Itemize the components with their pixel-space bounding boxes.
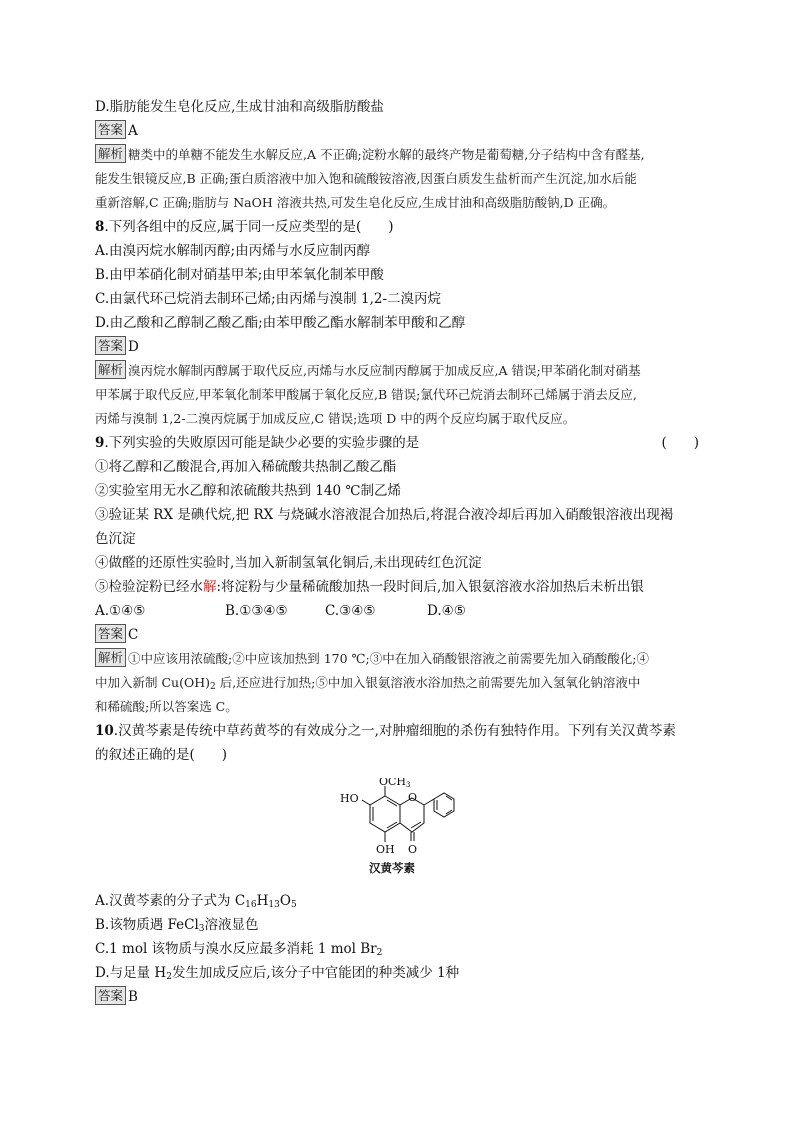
- answer-value: B: [128, 989, 138, 1005]
- explanation-tag: 解析: [95, 648, 126, 667]
- explanation-line: 糖类中的单糖不能发生水解反应,A 不正确;淀粉水解的最终产物是葡萄糖,分子结构中含有醛基,: [128, 147, 645, 162]
- question-text: .下列实验的失败原因可能是缺少必要的实验步骤的是: [104, 435, 420, 451]
- explanation-text: 中加入新制 Cu(OH): [95, 675, 210, 690]
- q8-option-a: A.由溴丙烷水解制丙醇;由丙烯与水反应制丙醇: [95, 243, 371, 259]
- q8-stem: [95, 215, 705, 239]
- q10-option-d: [95, 961, 705, 985]
- keto-oxygen-label: O: [408, 843, 418, 856]
- q8-option-d: D.由乙酸和乙醇制乙酸乙酯;由苯甲酸乙酯水解制苯甲酸和乙醇: [95, 315, 466, 331]
- subscript: 2: [166, 972, 172, 982]
- option-text: B.该物质遇 FeCl: [95, 917, 199, 933]
- q8-option-c: C.由氯代环己烷消去制环己烯;由丙烯与溴制 1,2-二溴丙烷: [95, 291, 442, 307]
- q10-option-b: [95, 913, 705, 937]
- option-c: C.③④⑤: [325, 603, 376, 619]
- q9-stem: [95, 431, 705, 455]
- answer-tag: 答案: [95, 986, 126, 1005]
- answer-bracket: ( ): [661, 435, 699, 451]
- option-text: D.与足量 H: [95, 965, 167, 981]
- option-text: O: [279, 893, 291, 909]
- q9-answer: [95, 624, 705, 646]
- q9-item-3: ③验证某 RX 是碘代烷,把 RX 与烧碱水溶液混合加热后,将混合液冷却后再加入硝酸银溶液出现褐: [95, 507, 674, 523]
- subscript: 3: [198, 924, 205, 934]
- option-text: 溶液显色: [204, 917, 259, 933]
- explanation-line: 溴丙烷水解制丙醇属于取代反应,丙烯与水反应制丙醇属于加成反应,A 错误;甲苯硝化制对硝基: [128, 363, 641, 378]
- highlighted-char: 解: [203, 579, 217, 595]
- och3-label: OCH3: [379, 778, 411, 789]
- q10-option-c: [95, 937, 705, 961]
- option-text: C.1 mol 该物质与溴水反应最多消耗 1 mol Br: [95, 941, 377, 957]
- answer-tag: 答案: [95, 120, 126, 139]
- q9-options: [95, 599, 705, 623]
- ho-label: HO: [340, 792, 359, 805]
- q8-option-b: B.由甲苯硝化制对硝基甲苯;由甲苯氧化制苯甲酸: [95, 267, 384, 283]
- answer-value: C: [128, 627, 139, 643]
- page-content: [95, 95, 705, 767]
- subscript: 16: [245, 900, 257, 910]
- q9-item-2: ②实验室用无水乙醇和浓硫酸共热到 140 ℃制乙烯: [95, 483, 401, 499]
- option-text: 发生加成反应后,该分子中官能团的种类减少 1种: [171, 965, 460, 981]
- explanation-line: 能发生银镜反应,B 正确;蛋白质溶液中加入饱和硫酸铵溶液,因蛋白质发生盐析而产生沉淀,加水后能: [95, 171, 637, 186]
- explanation-line: ①中应该用浓硫酸;②中应该加热到 170 ℃;③中在加入硝酸银溶液之前需要先加入硝酸酸化;④: [128, 651, 649, 666]
- subscript: 2: [210, 682, 216, 692]
- subscript: 5: [290, 900, 297, 910]
- explanation-line: 和稀硫酸;所以答案选 C。: [95, 699, 238, 714]
- explanation-line: [95, 671, 705, 695]
- ring-oxygen-label: O: [408, 791, 418, 804]
- explanation-line: 甲苯属于取代反应,甲苯氧化制苯甲酸属于氧化反应,B 错误;氯代环己烷消去制环己烯属于消去反应,: [95, 387, 637, 402]
- q10-stem-cont: 的叙述正确的是( ): [95, 747, 228, 763]
- q10-option-a: [95, 889, 705, 913]
- answer-value: D: [128, 339, 139, 355]
- answer-tag: 答案: [95, 624, 126, 643]
- item-text: :将淀粉与少量稀硫酸加热一段时间后,加入银氨溶液水浴加热后未析出银: [216, 579, 644, 595]
- q10-options-block: [95, 889, 705, 1009]
- explanation-text: 后,还应进行加热;⑤中加入银氨溶液水浴加热之前需要先加入氢氧化钠溶液中: [215, 675, 641, 690]
- q8-answer: [95, 336, 705, 358]
- option-text: H: [256, 893, 269, 909]
- option-text: A.汉黄芩素的分子式为 C: [95, 893, 246, 909]
- question-number: 9: [95, 435, 105, 451]
- question-number: 10: [95, 723, 114, 739]
- q9-item-4: ④做醛的还原性实验时,当加入新制氢氧化铜后,未出现砖红色沉淀: [95, 555, 482, 571]
- item-text: ⑤检验淀粉已经水: [95, 579, 203, 595]
- explanation-tag: 解析: [95, 144, 126, 163]
- explanation-tag: 解析: [95, 360, 126, 379]
- q7-option-d: D.脂肪能发生皂化反应,生成甘油和高级脂肪酸盐: [95, 99, 384, 115]
- q9-explanation: [95, 647, 705, 719]
- answer-value: A: [128, 123, 138, 139]
- question-number: 8: [95, 219, 105, 235]
- q7-answer: [95, 120, 705, 142]
- figure-caption: 汉黄芩素: [369, 861, 415, 875]
- q10-stem: [95, 719, 705, 743]
- q7-explanation: [95, 143, 705, 215]
- oh-label: OH: [376, 843, 395, 856]
- q8-explanation: [95, 359, 705, 431]
- subscript: 13: [268, 900, 280, 910]
- explanation-line: 重新溶解,C 正确;脂肪与 NaOH 溶液共热,可发生皂化反应,生成甘油和高级脂肪酸钠,D 正确。: [95, 195, 616, 210]
- question-text: .下列各组中的反应,属于同一反应类型的是( ): [104, 219, 394, 235]
- option-a: A.①④⑤: [95, 603, 146, 619]
- answer-tag: 答案: [95, 336, 126, 355]
- q10-answer: [95, 986, 705, 1008]
- option-d: D.④⑤: [427, 603, 466, 619]
- q9-item-5: [95, 575, 705, 599]
- explanation-line: 丙烯与溴制 1,2-二溴丙烷属于加成反应,C 错误;选项 D 中的两个反应均属于取代反应。: [95, 411, 576, 426]
- option-b: B.①③④⑤: [225, 603, 288, 619]
- ring-a: [370, 796, 400, 832]
- q9-item-1: ①将乙醇和乙酸混合,再加入稀硫酸共热制乙酸乙酯: [95, 459, 397, 475]
- subscript: 2: [376, 948, 383, 958]
- q9-item-3-cont: 色沉淀: [95, 531, 136, 547]
- question-text: .汉黄芩素是传统中草药黄芩的有效成分之一,对肿瘤细胞的杀伤有独特作用。下列有关汉黄芩素: [113, 723, 676, 739]
